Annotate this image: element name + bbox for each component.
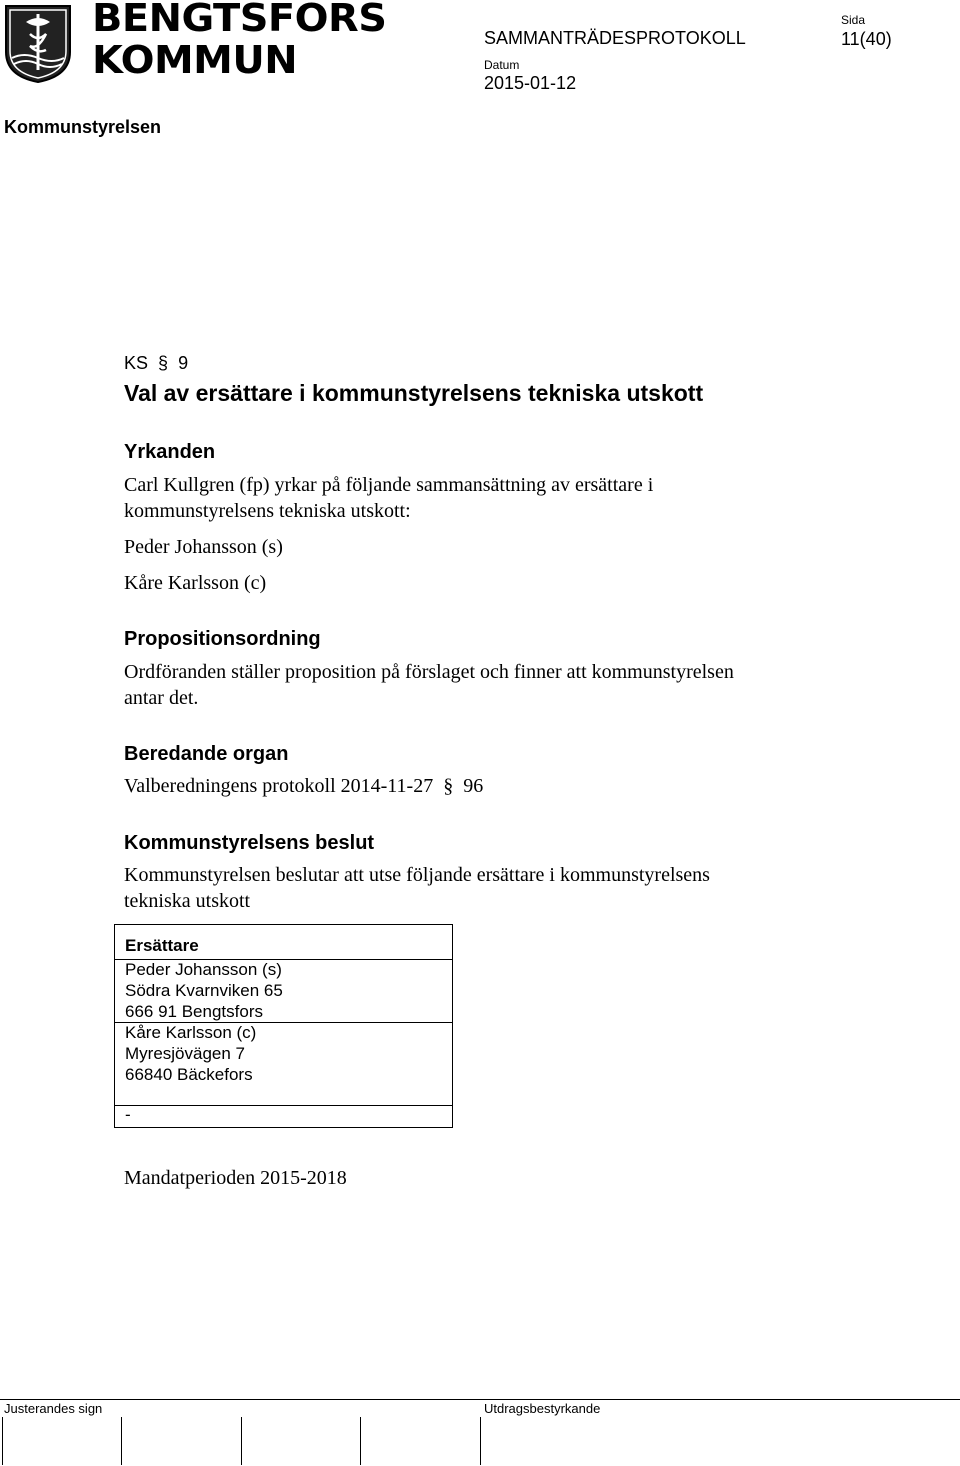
- table-cell-line: -: [125, 1105, 131, 1124]
- logo-text-line2: KOMMUN: [92, 38, 298, 82]
- section-number: 9: [178, 353, 189, 373]
- table-row: [115, 1106, 452, 1127]
- yrkanden-person1: Peder Johansson (s): [124, 536, 283, 558]
- table-cell-line: Peder Johansson (s): [125, 960, 282, 979]
- signature-box-divider: [241, 1417, 242, 1465]
- date-label: Datum: [484, 58, 520, 72]
- section-prefix: KS: [124, 353, 149, 373]
- beredande-text: [124, 773, 824, 799]
- signature-box-divider: [2, 1417, 3, 1465]
- sign-label: Justerandes sign: [4, 1401, 103, 1416]
- yrkanden-heading: Yrkanden: [124, 441, 216, 463]
- mandate-period: Mandatperioden 2015-2018: [124, 1167, 347, 1189]
- organ-name: Kommunstyrelsen: [4, 117, 162, 137]
- section-marker: [124, 353, 188, 374]
- propositionsordning-text-line1: Ordföranden ställer proposition på förslaget och finner att kommunstyrelsen: [124, 661, 734, 683]
- beredande-heading: Beredande organ: [124, 743, 289, 765]
- propositionsordning-text-line2: antar det.: [124, 687, 199, 709]
- document-type: SAMMANTRÄDESPROTOKOLL: [484, 28, 746, 48]
- section-sign-icon: §: [438, 775, 459, 797]
- extract-label: Utdragsbestyrkande: [484, 1401, 601, 1416]
- signature-box-divider: [121, 1417, 122, 1465]
- page-number: 11(40): [841, 29, 892, 49]
- beredande-paragraph: 96: [463, 775, 484, 797]
- table-cell-line: Södra Kvarnviken 65: [125, 981, 283, 1000]
- table-cell-line: 666 91 Bengtsfors: [125, 1002, 263, 1021]
- ersattare-table: [114, 924, 453, 1128]
- date-value: 2015-01-12: [484, 73, 577, 93]
- table-cell-line: Kåre Karlsson (c): [125, 1023, 257, 1042]
- table-header: Ersättare: [125, 936, 199, 955]
- yrkanden-text-line2: kommunstyrelsens tekniska utskott:: [124, 500, 411, 522]
- beredande-protocol: Valberedningens protokoll 2014-11-27: [124, 775, 434, 797]
- table-header-row: [115, 925, 452, 960]
- beslut-text-line1: Kommunstyrelsen beslutar att utse följande ersättare i kommunstyrelsens: [124, 864, 710, 886]
- beslut-text-line2: tekniska utskott: [124, 890, 251, 912]
- signature-box-divider: [360, 1417, 361, 1465]
- beslut-heading: Kommunstyrelsens beslut: [124, 832, 375, 854]
- section-sign-icon: §: [153, 353, 174, 373]
- yrkanden-text-line1: Carl Kullgren (fp) yrkar på följande sammansättning av ersättare i: [124, 474, 654, 496]
- municipal-coat-of-arms-icon: [4, 4, 72, 84]
- logo-text-line1: BENGTSFORS: [92, 0, 387, 40]
- page-label: Sida: [841, 13, 866, 27]
- table-cell-line: 66840 Bäckefors: [125, 1065, 253, 1084]
- signature-box-divider: [480, 1417, 481, 1465]
- table-row: [115, 1023, 452, 1106]
- item-title: Val av ersättare i kommunstyrelsens tekniska utskott: [124, 380, 704, 406]
- table-cell-line: Myresjövägen 7: [125, 1044, 246, 1063]
- table-row: [115, 960, 452, 1023]
- yrkanden-person2: Kåre Karlsson (c): [124, 572, 267, 594]
- propositionsordning-heading: Propositionsordning: [124, 628, 321, 650]
- footer-divider: [0, 1399, 960, 1400]
